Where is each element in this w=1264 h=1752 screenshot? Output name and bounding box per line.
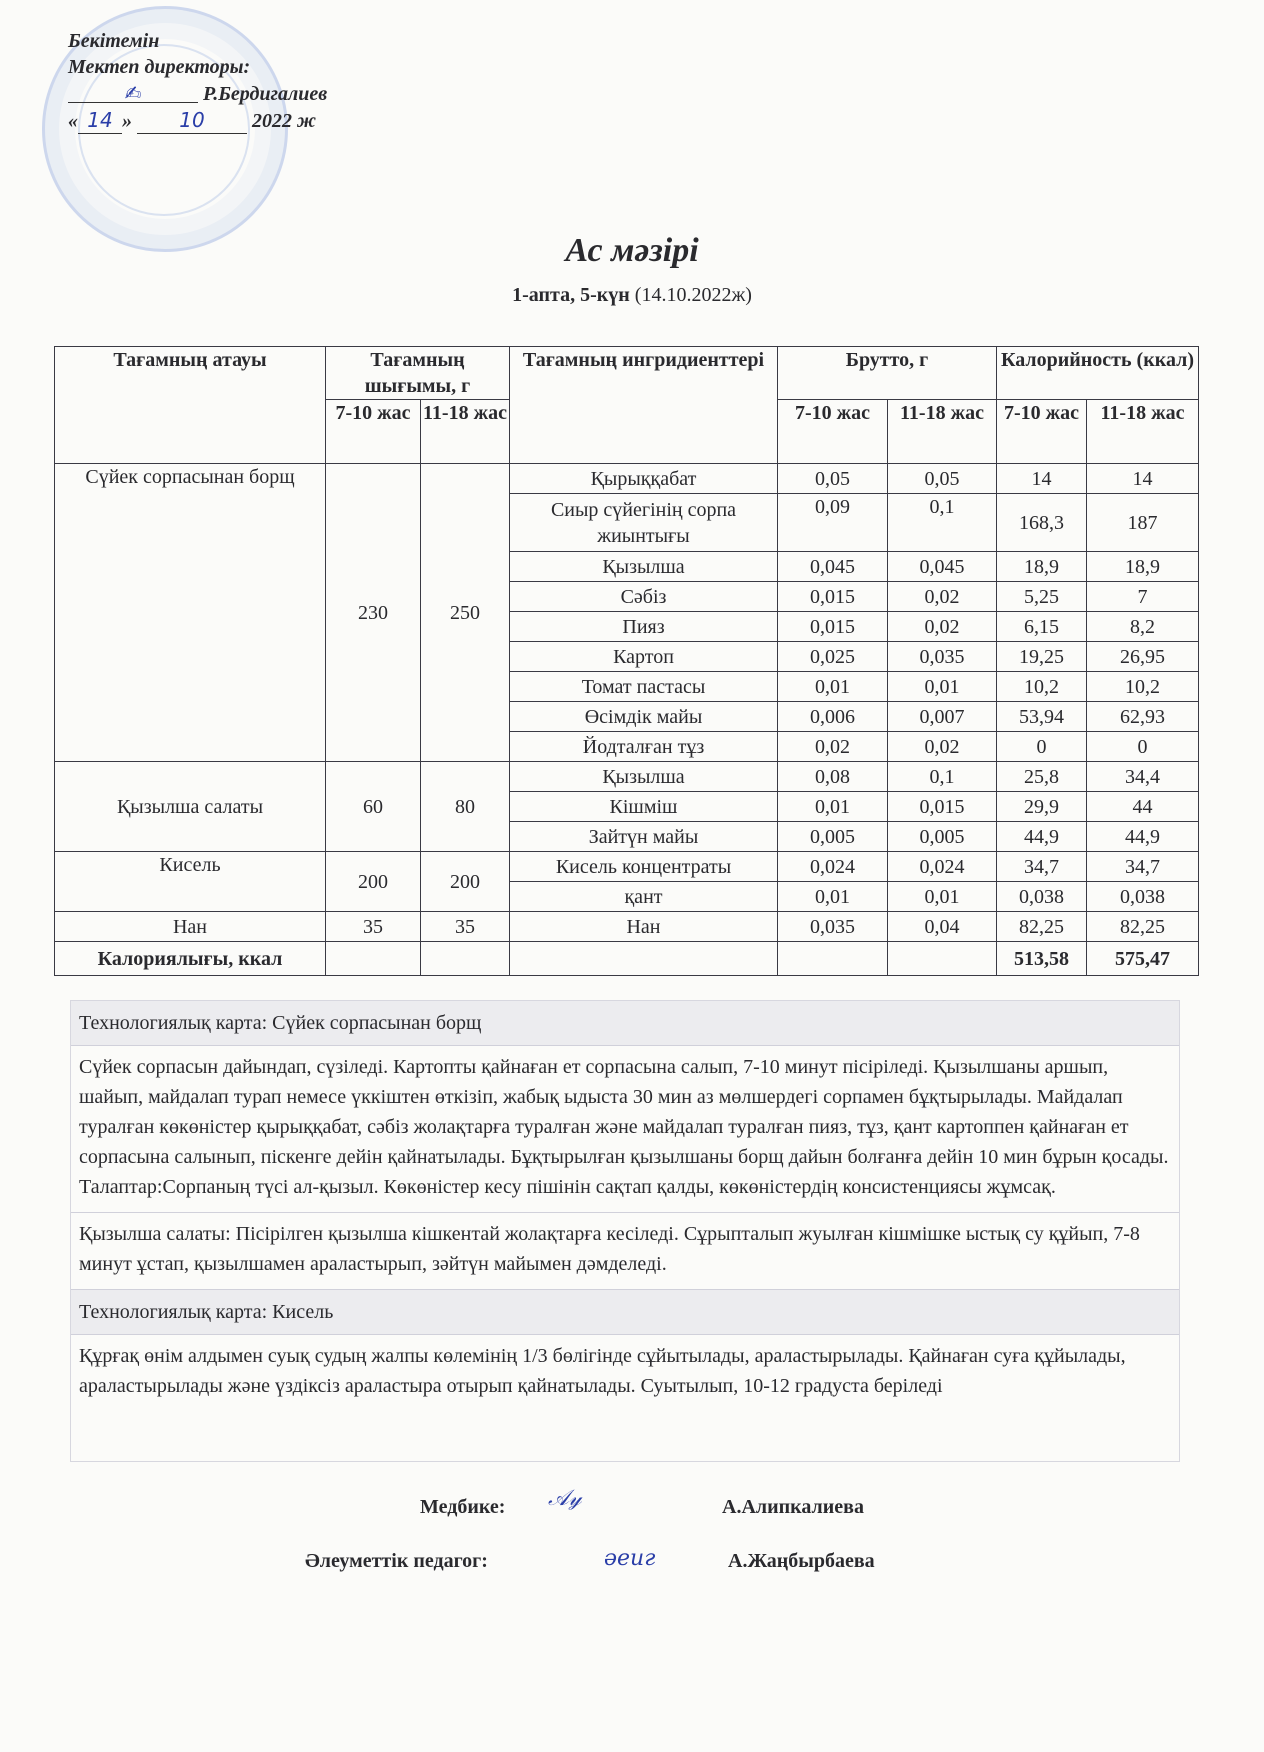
brutto-old: 0,005 <box>888 822 997 852</box>
brutto-young: 0,015 <box>778 582 888 612</box>
approval-year: 2022 ж <box>252 110 317 132</box>
header-calories: Калорийность (ккал) <box>997 347 1199 400</box>
pedagogue-name: А.Жаңбырбаева <box>728 1550 875 1572</box>
brutto-young: 0,015 <box>778 612 888 642</box>
brutto-old: 0,1 <box>888 762 997 792</box>
kcal-old: 0,038 <box>1087 882 1199 912</box>
kcal-young: 34,7 <box>997 852 1087 882</box>
week-day: 1-апта, 5-күн <box>512 284 630 306</box>
approval-position: Мектеп директоры: <box>68 56 251 78</box>
dish-name: Кисель <box>55 852 326 912</box>
nurse-role: Медбике: <box>420 1496 506 1518</box>
brutto-young: 0,01 <box>778 672 888 702</box>
brutto-old: 0,01 <box>888 882 997 912</box>
open-quote: « <box>68 110 78 132</box>
brutto-old: 0,035 <box>888 642 997 672</box>
dish-name: Қызылша салаты <box>55 762 326 852</box>
total-empty-cell <box>510 942 778 976</box>
total-empty-cell <box>326 942 421 976</box>
table-row <box>55 464 1199 494</box>
close-quote: » <box>122 110 132 132</box>
kcal-young: 53,94 <box>997 702 1087 732</box>
brutto-old: 0,02 <box>888 582 997 612</box>
brutto-young: 0,035 <box>778 912 888 942</box>
total-kcal-young: 513,58 <box>997 942 1087 976</box>
approval-block <box>68 28 327 134</box>
brutto-young: 0,025 <box>778 642 888 672</box>
table-row <box>55 912 1199 942</box>
tech-card-title: Технологиялық карта: Сүйек сорпасынан борщ <box>71 1001 1179 1046</box>
brutto-young: 0,02 <box>778 732 888 762</box>
approval-month: 10 <box>137 107 247 134</box>
ingredient-name: Картоп <box>510 642 778 672</box>
kcal-young: 5,25 <box>997 582 1087 612</box>
brutto-old: 0,024 <box>888 852 997 882</box>
kcal-old: 34,7 <box>1087 852 1199 882</box>
header-yield-young: 7-10 жас <box>326 400 421 464</box>
kcal-young: 14 <box>997 464 1087 494</box>
kcal-young: 18,9 <box>997 552 1087 582</box>
header-brutto-old: 11-18 жас <box>888 400 997 464</box>
kcal-young: 0,038 <box>997 882 1087 912</box>
kcal-old: 44 <box>1087 792 1199 822</box>
brutto-old: 0,007 <box>888 702 997 732</box>
kcal-old: 44,9 <box>1087 822 1199 852</box>
brutto-young: 0,024 <box>778 852 888 882</box>
tech-card-title: Технологиялық карта: Кисель <box>71 1290 1179 1335</box>
kcal-old: 187 <box>1087 494 1199 552</box>
director-signature: ✍ <box>68 80 198 103</box>
total-empty-cell <box>421 942 510 976</box>
ingredient-name: Қырыққабат <box>510 464 778 494</box>
pedagogue-role: Әлеуметтік педагог: <box>305 1550 488 1572</box>
total-empty-cell <box>888 942 997 976</box>
kcal-young: 6,15 <box>997 612 1087 642</box>
page-title: Ас мәзірі <box>565 232 699 269</box>
kcal-old: 10,2 <box>1087 672 1199 702</box>
brutto-old: 0,02 <box>888 612 997 642</box>
dish-yield-old: 80 <box>421 762 510 852</box>
kcal-young: 168,3 <box>997 494 1087 552</box>
tech-cards-box <box>70 1000 1180 1462</box>
total-label: Калориялығы, ккал <box>55 942 326 976</box>
kcal-old: 62,93 <box>1087 702 1199 732</box>
ingredient-name: Өсімдік майы <box>510 702 778 732</box>
brutto-young: 0,09 <box>778 494 888 552</box>
header-kcal-old: 11-18 жас <box>1087 400 1199 464</box>
pedagogue-signature: ǝeиг <box>604 1546 656 1571</box>
dish-yield-young: 60 <box>326 762 421 852</box>
dish-yield-old: 35 <box>421 912 510 942</box>
kcal-old: 14 <box>1087 464 1199 494</box>
menu-table-body <box>55 464 1199 942</box>
dish-yield-young: 35 <box>326 912 421 942</box>
header-kcal-young: 7-10 жас <box>997 400 1087 464</box>
brutto-young: 0,006 <box>778 702 888 732</box>
tech-card-text: Қызылша салаты: Пісірілген қызылша кішкентай жолақтарға кесіледі. Сұрыпталып жуылған кішмішке ыстық су құйып, 7-8 минут ұстап, қызылшамен араластырып, зәйтүн майымен дәмделеді. <box>71 1213 1179 1290</box>
ingredient-name: Сиыр сүйегінің сорпа жиынтығы <box>510 494 778 552</box>
ingredient-name: Кішміш <box>510 792 778 822</box>
director-name: Р.Бердигалиев <box>203 83 328 105</box>
brutto-old: 0,01 <box>888 672 997 702</box>
ingredient-name: Қызылша <box>510 552 778 582</box>
dish-yield-young: 200 <box>326 852 421 912</box>
dish-name: Сүйек сорпасынан борщ <box>55 464 326 762</box>
approval-director-line <box>68 80 327 107</box>
brutto-old: 0,02 <box>888 732 997 762</box>
brutto-young: 0,045 <box>778 552 888 582</box>
table-row <box>55 762 1199 792</box>
total-empty-cell <box>778 942 888 976</box>
brutto-old: 0,045 <box>888 552 997 582</box>
brutto-young: 0,01 <box>778 792 888 822</box>
header-brutto: Брутто, г <box>778 347 997 400</box>
header-yield-old: 11-18 жас <box>421 400 510 464</box>
kcal-old: 7 <box>1087 582 1199 612</box>
kcal-young: 19,25 <box>997 642 1087 672</box>
dish-yield-old: 250 <box>421 464 510 762</box>
dish-yield-young: 230 <box>326 464 421 762</box>
page-subtitle <box>0 284 1264 307</box>
kcal-young: 29,9 <box>997 792 1087 822</box>
dish-name: Нан <box>55 912 326 942</box>
header-yield: Тағамның шығымы, г <box>326 347 510 400</box>
brutto-young: 0,005 <box>778 822 888 852</box>
total-row <box>55 942 1199 976</box>
ingredient-name: Қызылша <box>510 762 778 792</box>
kcal-young: 25,8 <box>997 762 1087 792</box>
kcal-old: 26,95 <box>1087 642 1199 672</box>
header-dish: Тағамның атауы <box>55 347 326 464</box>
brutto-old: 0,1 <box>888 494 997 552</box>
ingredient-name: Зайтүн майы <box>510 822 778 852</box>
ingredient-name: Томат пастасы <box>510 672 778 702</box>
total-kcal-old: 575,47 <box>1087 942 1199 976</box>
brutto-young: 0,05 <box>778 464 888 494</box>
brutto-young: 0,08 <box>778 762 888 792</box>
header-brutto-young: 7-10 жас <box>778 400 888 464</box>
nurse-signature: 𝒜𝓎 <box>548 1486 582 1511</box>
brutto-old: 0,05 <box>888 464 997 494</box>
ingredient-name: Кисель концентраты <box>510 852 778 882</box>
kcal-old: 8,2 <box>1087 612 1199 642</box>
nurse-name: А.Алипкалиева <box>722 1496 864 1518</box>
kcal-old: 0 <box>1087 732 1199 762</box>
brutto-old: 0,015 <box>888 792 997 822</box>
kcal-young: 10,2 <box>997 672 1087 702</box>
table-row <box>55 852 1199 882</box>
menu-table <box>54 346 1199 976</box>
approval-date-line <box>68 107 327 134</box>
menu-date: (14.10.2022ж) <box>634 284 752 306</box>
kcal-old: 34,4 <box>1087 762 1199 792</box>
kcal-young: 82,25 <box>997 912 1087 942</box>
kcal-old: 82,25 <box>1087 912 1199 942</box>
ingredient-name: Сәбіз <box>510 582 778 612</box>
ingredient-name: Нан <box>510 912 778 942</box>
approval-day: 14 <box>78 107 122 134</box>
tech-card-text: Құрғақ өнім алдымен суық судың жалпы көлемінің 1/3 бөлігінде сұйытылады, араластырылады. Қайнаған суға құйылады, араластырылады және үздіксіз араластыра отырып қайнатылады. Суытылып, 10-12 градуста беріледі <box>79 1345 1126 1397</box>
ingredient-name: Йодталған тұз <box>510 732 778 762</box>
header-ingredients: Тағамның ингридиенттері <box>510 347 778 464</box>
brutto-young: 0,01 <box>778 882 888 912</box>
kcal-young: 0 <box>997 732 1087 762</box>
ingredient-name: қант <box>510 882 778 912</box>
ingredient-name: Пияз <box>510 612 778 642</box>
kcal-young: 44,9 <box>997 822 1087 852</box>
tech-card-text: Сүйек сорпасын дайындап, сүзіледі. Картопты қайнаған ет сорпасына салып, 7-10 минут пісіріледі. Қызылшаны аршып, шайып, майдалап турап немесе үккіштен өткізіп, жабық ыдыста 30 мин аз мөлшердегі сорпамен бұқтырылады. Майдалап туралған көкөністер қырыққабат, сәбіз жолақтарға туралған және майдалап туралған пияз, тұз, қант картоппен қайнаған ет сорпасына салынып, піскенге дейін қайнатылады. Бұқтырылған қызылшаны борщ дайын болғанға дейін 10 мин бұрын қосады. Талаптар:Сорпаның түсі ал-қызыл. Көкөністер кесу пішінін сақтап қалды, көкөністердің консистенциясы жұмсақ. <box>71 1046 1179 1213</box>
brutto-old: 0,04 <box>888 912 997 942</box>
kcal-old: 18,9 <box>1087 552 1199 582</box>
approval-heading: Бекітемін <box>68 30 160 52</box>
dish-yield-old: 200 <box>421 852 510 912</box>
